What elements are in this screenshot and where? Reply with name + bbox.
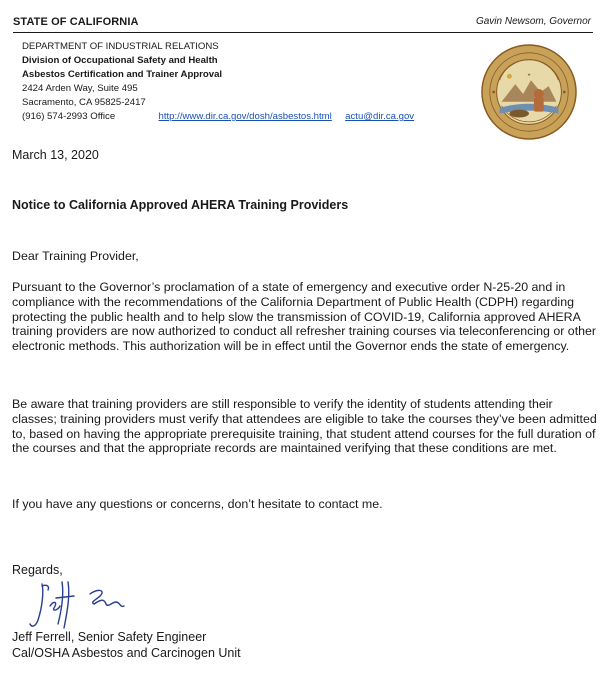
paragraph-authorization: Pursuant to the Governor’s proclamation of a state of emergency and executive order N-25-20 and in compliance with the recommendations of the California Department of Public Health (CDPH) regarding protecting the public health and to help slow the transmission of COVID-19, California approved AHERA training providers are now authorized to conduct all refresher training courses via teleconferencing or other electronic methods. This authorization will be in effect until the Governor ends the state of emergency. <box>12 280 597 354</box>
paragraph-responsibilities: Be aware that training providers are still responsible to verify the identity of students attending their classes; training providers must verify that attendees are eligible to take the courses they’ve been admitted to, based on having the appropriate prerequisite training, that student attend courses for the full duration of the courses and that the appropriate records are maintained verifying that these conditions are met. <box>12 397 597 456</box>
notice-title: Notice to California Approved AHERA Training Providers <box>12 198 349 212</box>
signer-name: Jeff Ferrell, Senior Safety Engineer <box>12 630 207 644</box>
department-block <box>22 40 414 124</box>
address-line-1: 2424 Arden Way, Suite 495 <box>22 83 138 94</box>
paragraph-contact: If you have any questions or concerns, don’t hesitate to contact me. <box>12 497 383 511</box>
closing: Regards, <box>12 563 63 577</box>
division-name: Division of Occupational Safety and Health <box>22 55 218 66</box>
letterhead-bar <box>13 14 593 33</box>
state-name: STATE OF CALIFORNIA <box>13 16 139 28</box>
phone-number: (916) 574-2993 Office <box>22 111 116 122</box>
svg-text:✦: ✦ <box>526 72 532 79</box>
address-line-2: Sacramento, CA 95825-2417 <box>22 97 146 108</box>
great-seal-icon <box>480 43 578 141</box>
governor-name: Gavin Newsom, Governor <box>475 16 591 27</box>
handwritten-signature <box>28 578 158 636</box>
contact-line <box>22 110 414 124</box>
department-name: DEPARTMENT OF INDUSTRIAL RELATIONS <box>22 41 219 52</box>
website-link[interactable]: http://www.dir.ca.gov/dosh/asbestos.html <box>158 111 332 122</box>
signer-unit: Cal/OSHA Asbestos and Carcinogen Unit <box>12 646 241 660</box>
greeting: Dear Training Provider, <box>12 249 139 263</box>
letter-date: March 13, 2020 <box>12 148 99 162</box>
email-link[interactable]: actu@dir.ca.gov <box>345 111 415 122</box>
unit-name: Asbestos Certification and Trainer Approval <box>22 69 223 80</box>
